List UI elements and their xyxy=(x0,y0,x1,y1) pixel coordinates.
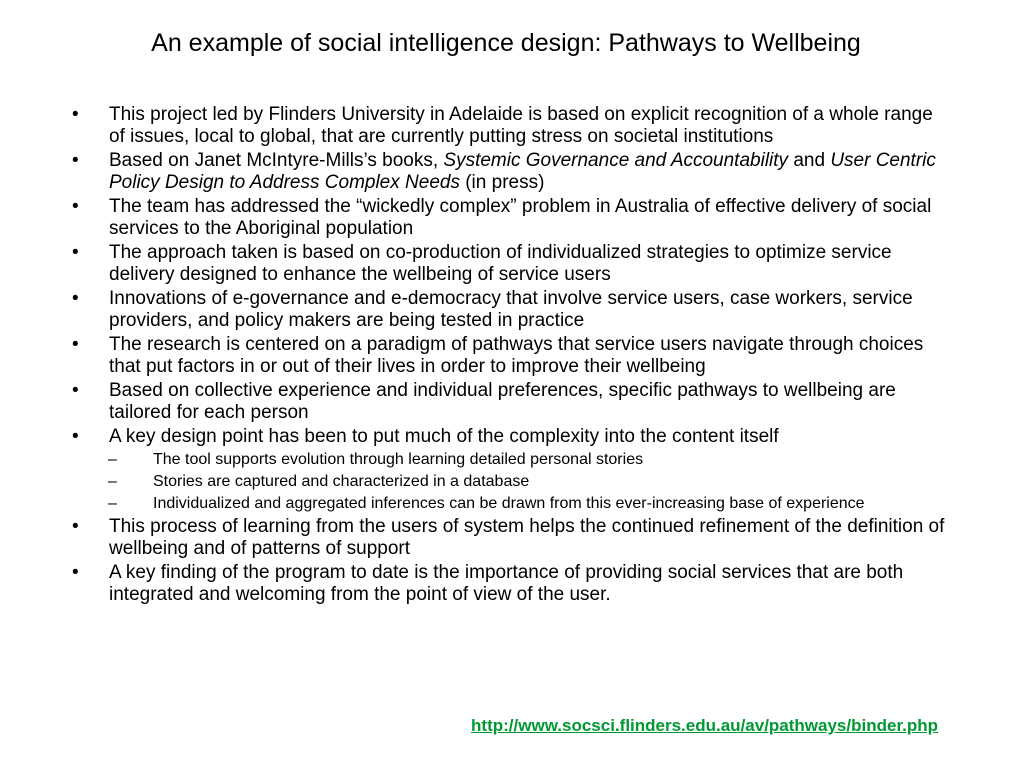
bullet-text: The approach taken is based on co-production of individualized strategies to optimize service delivery designed to enhance the wellbeing of service users xyxy=(109,242,892,285)
bullet-item xyxy=(72,196,952,240)
bullet-item xyxy=(72,150,952,194)
bullet-text-mid: and xyxy=(788,150,831,171)
bullet-item xyxy=(72,334,952,378)
bullet-text: Based on collective experience and individual preferences, specific pathways to wellbeing are tailored for each person xyxy=(109,380,896,423)
bullet-marker: • xyxy=(72,288,79,309)
sub-bullet-text: The tool supports evolution through learning detailed personal stories xyxy=(153,451,644,468)
bullet-text: The research is centered on a paradigm of pathways that service users navigate through choices that put factors in or out of their lives in order to improve their wellbeing xyxy=(109,334,924,377)
sub-bullet-text: Individualized and aggregated inferences can be drawn from this ever-increasing base of experience xyxy=(153,495,865,512)
bullet-marker: • xyxy=(72,196,79,217)
bullet-marker: • xyxy=(72,426,79,447)
bullet-text-post: (in press) xyxy=(459,172,545,193)
bullet-item xyxy=(72,242,952,286)
bullet-item xyxy=(72,288,952,332)
book-title-2: User Centric Policy Design to Address Complex Needs xyxy=(109,150,936,193)
bullet-marker: • xyxy=(72,150,79,171)
pathways-binder-link[interactable]: http://www.socsci.flinders.edu.au/av/pathways/binder.php xyxy=(471,716,938,735)
bullet-marker: • xyxy=(72,516,79,537)
bullet-item xyxy=(72,562,952,606)
bullet-text: A key design point has been to put much of the complexity into the content itself xyxy=(109,426,779,447)
sub-bullet-item xyxy=(108,494,952,513)
bullet-marker: • xyxy=(72,562,79,583)
sub-bullet-item xyxy=(108,450,952,469)
bullet-text: A key finding of the program to date is the importance of providing social services that are both integrated and welcoming from the point of view of the user. xyxy=(109,562,904,605)
sub-bullet-marker: – xyxy=(108,451,117,468)
sub-bullet-list xyxy=(72,450,952,513)
bullet-marker: • xyxy=(72,242,79,263)
bullet-list xyxy=(72,104,952,608)
sub-bullet-group xyxy=(72,450,952,513)
sub-bullet-text: Stories are captured and characterized in a database xyxy=(153,473,530,490)
sub-bullet-marker: – xyxy=(108,495,117,512)
book-title-1: Systemic Governance and Accountability xyxy=(443,150,789,171)
sub-bullet-item xyxy=(108,472,952,491)
bullet-text: The team has addressed the “wickedly complex” problem in Australia of effective delivery of social services to the Aboriginal population xyxy=(109,196,932,239)
bullet-text-pre: Based on Janet McIntyre-Mills’s books, xyxy=(109,150,444,171)
bullet-text: This project led by Flinders University in Adelaide is based on explicit recognition of a whole range of issues, local to global, that are currently putting stress on societal institutions xyxy=(109,104,933,147)
bullet-item xyxy=(72,380,952,424)
bullet-text: Innovations of e-governance and e-democracy that involve service users, case workers, service providers, and policy makers are being tested in practice xyxy=(109,288,913,331)
bullet-item xyxy=(72,516,952,560)
slide-title: An example of social intelligence design: Pathways to Wellbeing xyxy=(151,29,861,57)
bullet-marker: • xyxy=(72,380,79,401)
sub-bullet-marker: – xyxy=(108,473,117,490)
bullet-marker: • xyxy=(72,334,79,355)
bullet-item xyxy=(72,104,952,148)
bullet-item xyxy=(72,426,952,448)
bullet-marker: • xyxy=(72,104,79,125)
bullet-text: This process of learning from the users of system helps the continued refinement of the definition of wellbeing and of patterns of support xyxy=(109,516,945,559)
